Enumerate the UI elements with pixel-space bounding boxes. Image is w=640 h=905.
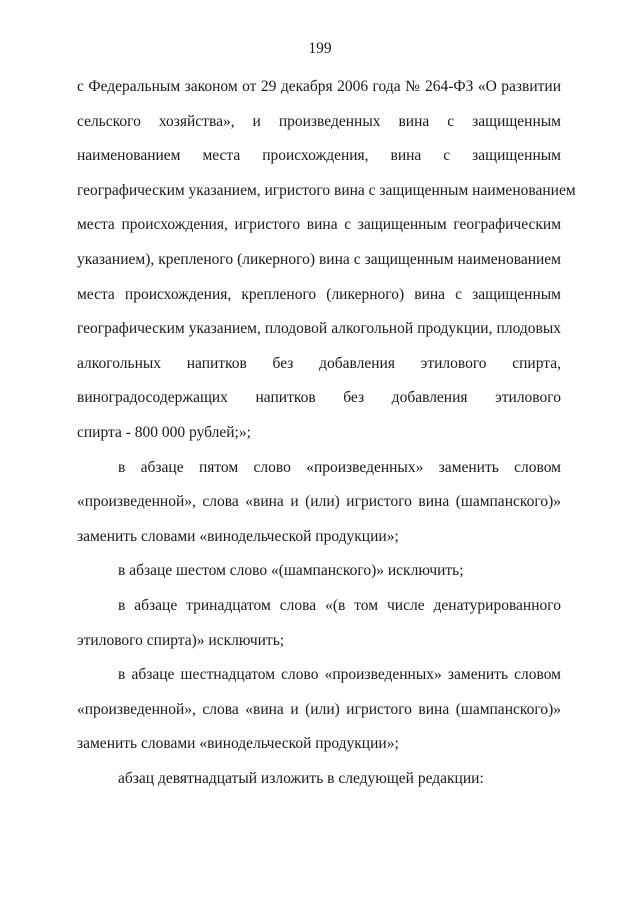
text-line: заменить словами «винодельческой продукции»;: [77, 527, 399, 545]
text-line: абзац девятнадцатый изложить в следующей редакции:: [118, 769, 484, 787]
text-line: алкогольных напитков без добавления этилового спирта,: [77, 354, 561, 372]
text-line: географическим указанием, плодовой алкогольной продукции, плодовых: [77, 320, 561, 338]
document-body: [77, 70, 576, 796]
text-line: места происхождения, крепленого (ликерного) вина с защищенным: [77, 285, 561, 303]
text-line: заменить словами «винодельческой продукции»;: [77, 735, 399, 753]
text-line: виноградосодержащих напитков без добавления этилового: [77, 389, 561, 407]
text-line: сельского хозяйства», и произведенных вина с защищенным: [77, 112, 561, 130]
text-line: «произведенной», слова «вина и (или) игристого вина (шампанского)»: [77, 700, 561, 718]
text-line: наименованием места происхождения, вина с защищенным: [77, 147, 561, 165]
page-number: 199: [308, 40, 332, 57]
text-line: в абзаце тринадцатом слова «(в том числе денатурированного: [118, 596, 561, 614]
text-line: «произведенной», слова «вина и (или) игристого вина (шампанского)»: [77, 493, 561, 511]
text-line: в абзаце шестом слово «(шампанского)» исключить;: [118, 562, 464, 580]
text-line: географическим указанием, игристого вина с защищенным наименованием: [77, 181, 576, 199]
text-line: в абзаце шестнадцатом слово «произведенных» заменить словом: [118, 666, 561, 684]
text-line: этилового спирта)» исключить;: [77, 631, 285, 649]
text-line: спирта - 800 000 рублей;»;: [77, 423, 251, 441]
text-line: в абзаце пятом слово «произведенных» заменить словом: [118, 458, 561, 476]
text-line: с Федеральным законом от 29 декабря 2006 года № 264-ФЗ «О развитии: [77, 78, 561, 95]
text-line: места происхождения, игристого вина с защищенным географическим: [77, 216, 561, 234]
text-line: указанием), крепленого (ликерного) вина с защищенным наименованием: [77, 250, 561, 268]
